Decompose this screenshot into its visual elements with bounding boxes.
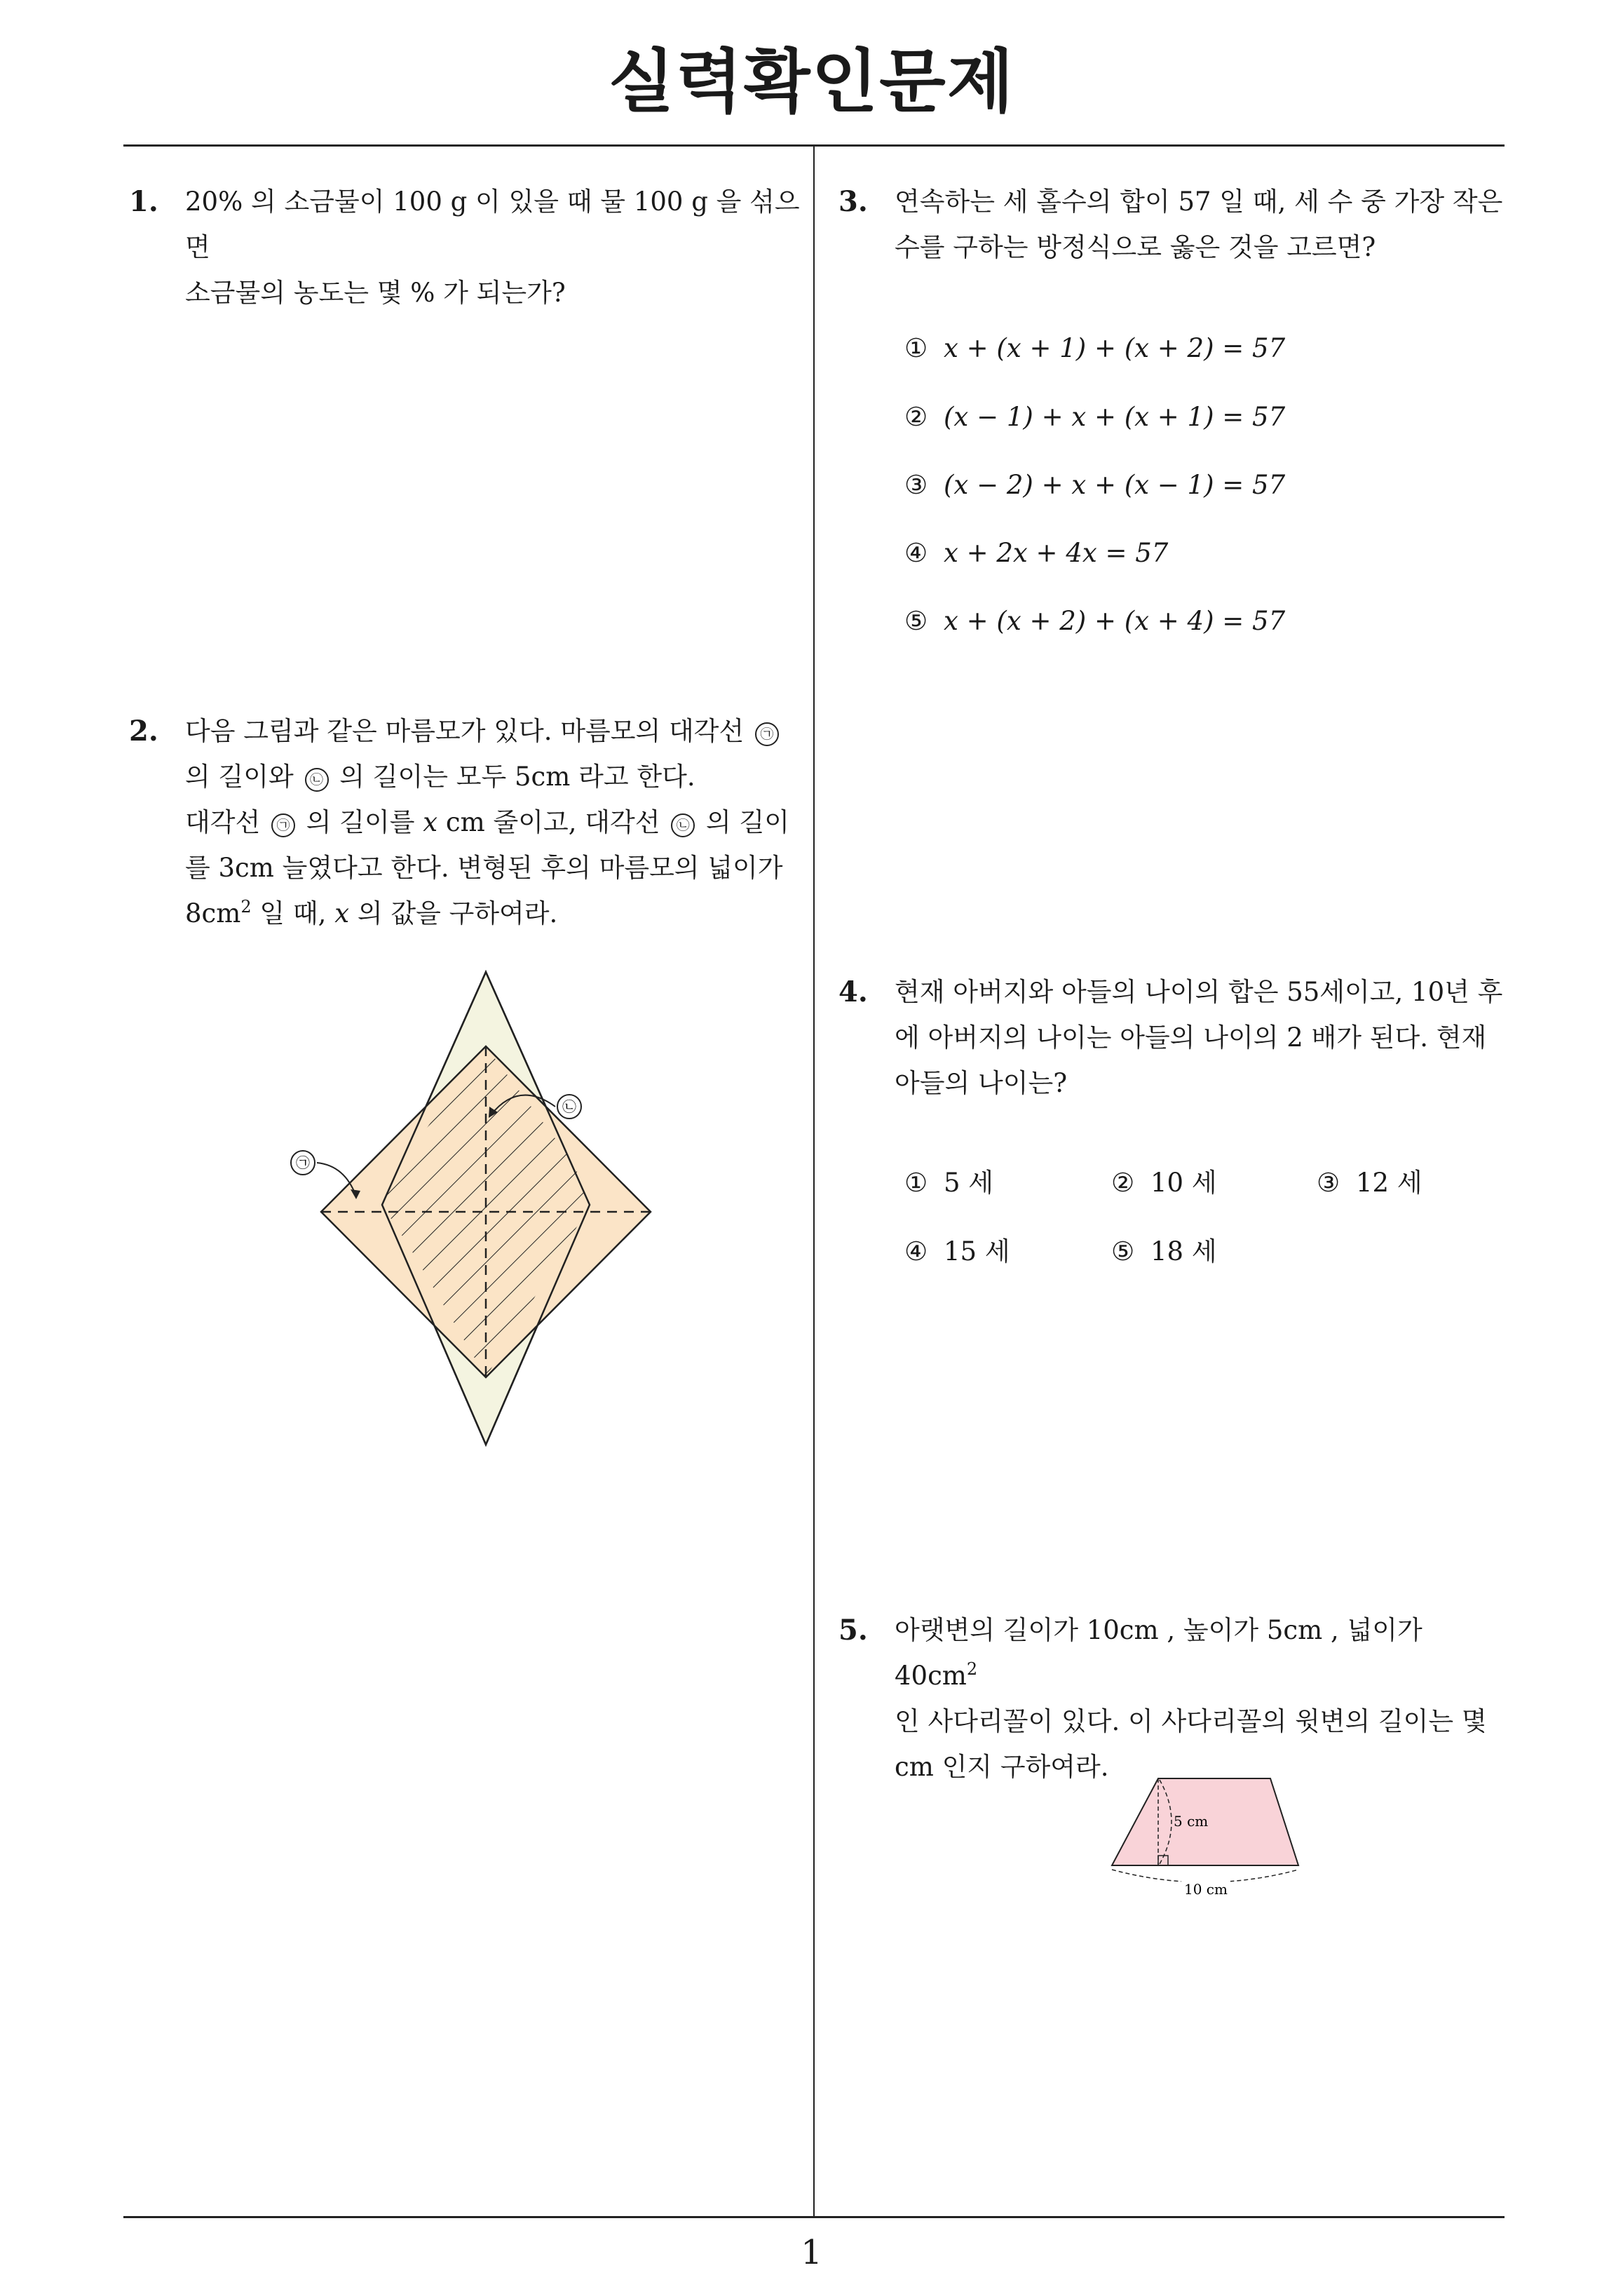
question-line: 다음 그림과 같은 마름모가 있다. 마름모의 대각선 ㉠ — [185, 708, 789, 754]
question-text — [895, 1607, 1512, 1790]
question-text — [895, 179, 1502, 270]
question-line: 소금물의 농도는 몇 % 가 되는가? — [185, 278, 566, 308]
question-line: 수를 구하는 방정식으로 옳은 것을 고르면? — [895, 232, 1376, 262]
diagonal-b-mark: ㉡ — [305, 768, 329, 792]
question-text — [895, 969, 1502, 1106]
label-b: ㉡ — [562, 1098, 576, 1115]
column-divider — [813, 146, 815, 2217]
question-number: 5. — [838, 1614, 868, 1647]
question-line: 대각선 ㉠ 의 길이를 x cm 줄이고, 대각선 ㉡ 의 길이 — [185, 807, 789, 837]
page-title: 실력확인문제 — [608, 42, 1015, 122]
question-text — [185, 179, 802, 316]
choice-5[interactable]: ⑤ x + (x + 2) + (x + 4) = 57 — [904, 606, 1286, 636]
question-number: 4. — [838, 975, 868, 1008]
question-line: cm 인지 구하여라. — [895, 1752, 1109, 1782]
bottom-rule — [123, 2216, 1505, 2218]
choice-2[interactable]: ② 10 세 — [1111, 1168, 1217, 1198]
question-number: 1. — [129, 185, 158, 218]
question-line: $8cm^2$ 일 때, x 의 값을 구하여라. — [185, 897, 558, 928]
choice-4[interactable]: ④ 15 세 — [904, 1236, 1010, 1267]
choice-2[interactable]: ② (x − 1) + x + (x + 1) = 57 — [904, 402, 1286, 432]
question-number: 3. — [838, 185, 868, 218]
diagonal-b-mark: ㉡ — [671, 813, 695, 837]
question-line: 연속하는 세 홀수의 합이 57 일 때, 세 수 중 가장 작은 — [895, 187, 1503, 217]
choice-3[interactable]: ③ (x − 2) + x + (x − 1) = 57 — [904, 470, 1286, 500]
height-label: 5 cm — [1174, 1813, 1209, 1830]
label-a: ㉠ — [296, 1154, 310, 1171]
question-line: 현재 아버지와 아들의 나이의 합은 55세이고, 10년 후 — [895, 977, 1503, 1007]
question-line: 에 아버지의 나이는 아들의 나이의 2 배가 된다. 현재 — [895, 1022, 1487, 1053]
question-line: 를 3cm 늘였다고 한다. 변형된 후의 마름모의 넓이가 — [185, 853, 783, 883]
trapezoid-figure — [1101, 1767, 1311, 1907]
diagonal-a-mark: ㉠ — [271, 813, 295, 837]
rhombus-figure — [280, 968, 673, 1452]
choice-4[interactable]: ④ x + 2x + 4x = 57 — [904, 538, 1169, 568]
question-line: 의 길이와 ㉡ 의 길이는 모두 5cm 라고 한다. — [185, 762, 695, 792]
question-number: 2. — [129, 715, 158, 748]
question-line: 아랫변의 길이가 10cm , 높이가 5cm , 넓이가 $40cm^2$ — [895, 1615, 1422, 1691]
base-label: 10 cm — [1184, 1881, 1228, 1898]
page-number: 1 — [801, 2233, 822, 2272]
question-text — [185, 708, 789, 936]
choice-3[interactable]: ③ 12 세 — [1317, 1168, 1422, 1198]
choice-5[interactable]: ⑤ 18 세 — [1111, 1236, 1217, 1267]
question-line: 20% 의 소금물이 100 g 이 있을 때 물 100 g 을 섞으면 — [185, 187, 800, 262]
choice-1[interactable]: ① x + (x + 1) + (x + 2) = 57 — [904, 333, 1286, 363]
question-line: 인 사다리꼴이 있다. 이 사다리꼴의 윗변의 길이는 몇 — [895, 1706, 1487, 1736]
diagonal-a-mark: ㉠ — [755, 722, 779, 746]
choice-1[interactable]: ① 5 세 — [904, 1168, 994, 1198]
variable-x: x — [423, 807, 438, 837]
variable-x: x — [334, 898, 350, 928]
question-line: 아들의 나이는? — [895, 1068, 1068, 1098]
